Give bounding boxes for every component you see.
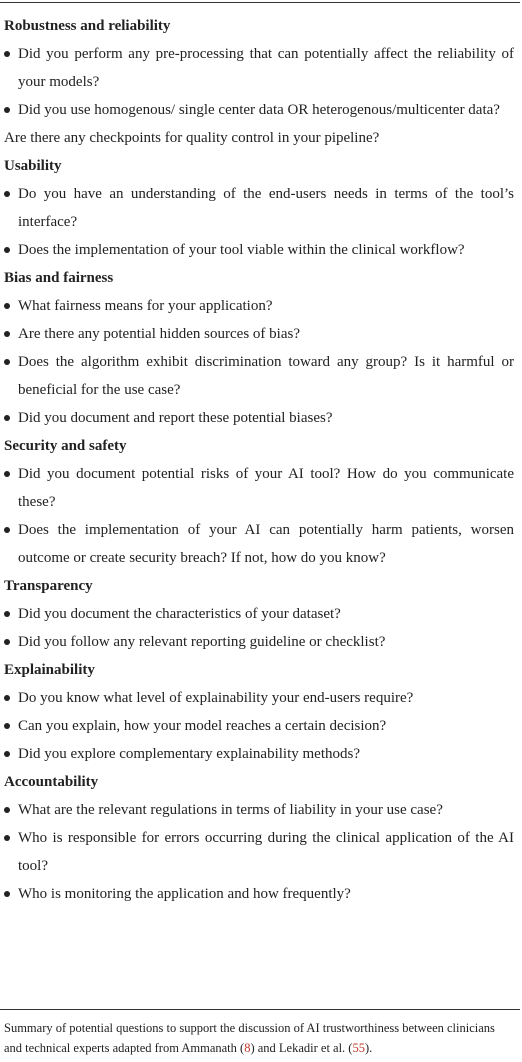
bullet-icon (4, 107, 10, 113)
question-item (4, 40, 514, 96)
section-title: Accountability (4, 774, 99, 790)
question-label: Does the algorithm exhibit discrimination toward any group? Is it harmful or beneficial for the use case? (18, 354, 514, 398)
section-accountability (4, 768, 514, 908)
table-bottom-rule (0, 1009, 520, 1010)
question-label: Did you use homogenous/ single center data OR heterogenous/multicenter data? (18, 102, 500, 118)
footnote-text-after: ). (364, 1041, 373, 1055)
question-label: Are there any checkpoints for quality control in your pipeline? (4, 130, 380, 146)
bullet-icon (4, 359, 10, 365)
bullet-icon (4, 611, 10, 617)
question-label: Did you document and report these potential biases? (18, 410, 333, 426)
question-label: Does the implementation of your tool viable within the clinical workflow? (18, 242, 465, 258)
question-label: What fairness means for your application? (18, 298, 273, 314)
question-item (4, 292, 514, 320)
question-item (4, 684, 514, 712)
table-body (4, 12, 514, 908)
question-item (4, 824, 514, 880)
question-label: Did you perform any pre-processing that can potentially affect the reliability of your models? (18, 46, 514, 90)
footnote-text-before: Summary of potential questions to support the discussion of AI trustworthiness between clinicians and technical experts adapted from Ammanath ( (4, 1021, 495, 1055)
question-label: Does the implementation of your AI can potentially harm patients, worsen outcome or create security breach? If not, how do you know? (18, 522, 514, 566)
question-item (4, 796, 514, 824)
section-title: Security and safety (4, 438, 127, 454)
question-item (4, 740, 514, 768)
bullet-icon (4, 807, 10, 813)
question-item (4, 600, 514, 628)
question-item (4, 320, 514, 348)
question-label: Did you document potential risks of your AI tool? How do you communicate these? (18, 466, 514, 510)
section-explainability (4, 656, 514, 768)
question-label: Did you explore complementary explainability methods? (18, 746, 360, 762)
question-label: Can you explain, how your model reaches a certain decision? (18, 718, 387, 734)
bullet-icon (4, 247, 10, 253)
bullet-icon (4, 891, 10, 897)
section-title: Robustness and reliability (4, 18, 171, 34)
question-label: What are the relevant regulations in terms of liability in your use case? (18, 802, 443, 818)
bullet-icon (4, 471, 10, 477)
question-text (4, 124, 514, 152)
question-item (4, 180, 514, 236)
question-label: Do you have an understanding of the end-users needs in terms of the tool’s interface? (18, 186, 514, 230)
question-item (4, 880, 514, 908)
bullet-icon (4, 723, 10, 729)
table-top-rule (0, 2, 520, 3)
question-item (4, 712, 514, 740)
section-bias-and-fairness (4, 264, 514, 432)
section-transparency (4, 572, 514, 656)
bullet-icon (4, 51, 10, 57)
table-footnote (4, 1018, 516, 1058)
section-title: Bias and fairness (4, 270, 114, 286)
section-security-and-safety (4, 432, 514, 572)
question-item (4, 628, 514, 656)
bullet-icon (4, 695, 10, 701)
question-item (4, 236, 514, 264)
bullet-icon (4, 835, 10, 841)
bullet-icon (4, 331, 10, 337)
footnote-text-middle: ) and Lekadir et al. ( (250, 1041, 353, 1055)
question-label: Did you document the characteristics of your dataset? (18, 606, 341, 622)
section-robustness-and-reliability (4, 12, 514, 152)
reference-link-8[interactable]: 8 (244, 1041, 251, 1055)
question-label: Did you follow any relevant reporting guideline or checklist? (18, 634, 386, 650)
bullet-icon (4, 415, 10, 421)
question-label: Who is responsible for errors occurring during the clinical application of the AI tool? (18, 830, 514, 874)
question-item (4, 348, 514, 404)
question-label: Who is monitoring the application and how frequently? (18, 886, 351, 902)
question-item (4, 404, 514, 432)
bullet-icon (4, 303, 10, 309)
question-label: Do you know what level of explainability your end-users require? (18, 690, 414, 706)
section-usability (4, 152, 514, 264)
bullet-icon (4, 527, 10, 533)
section-title: Usability (4, 158, 62, 174)
bullet-icon (4, 639, 10, 645)
bullet-icon (4, 751, 10, 757)
reference-link-55[interactable]: 55 (352, 1041, 365, 1055)
question-item (4, 460, 514, 516)
question-item (4, 96, 514, 124)
question-item (4, 516, 514, 572)
bullet-icon (4, 191, 10, 197)
section-title: Transparency (4, 578, 93, 594)
question-label: Are there any potential hidden sources of bias? (18, 326, 300, 342)
section-title: Explainability (4, 662, 95, 678)
